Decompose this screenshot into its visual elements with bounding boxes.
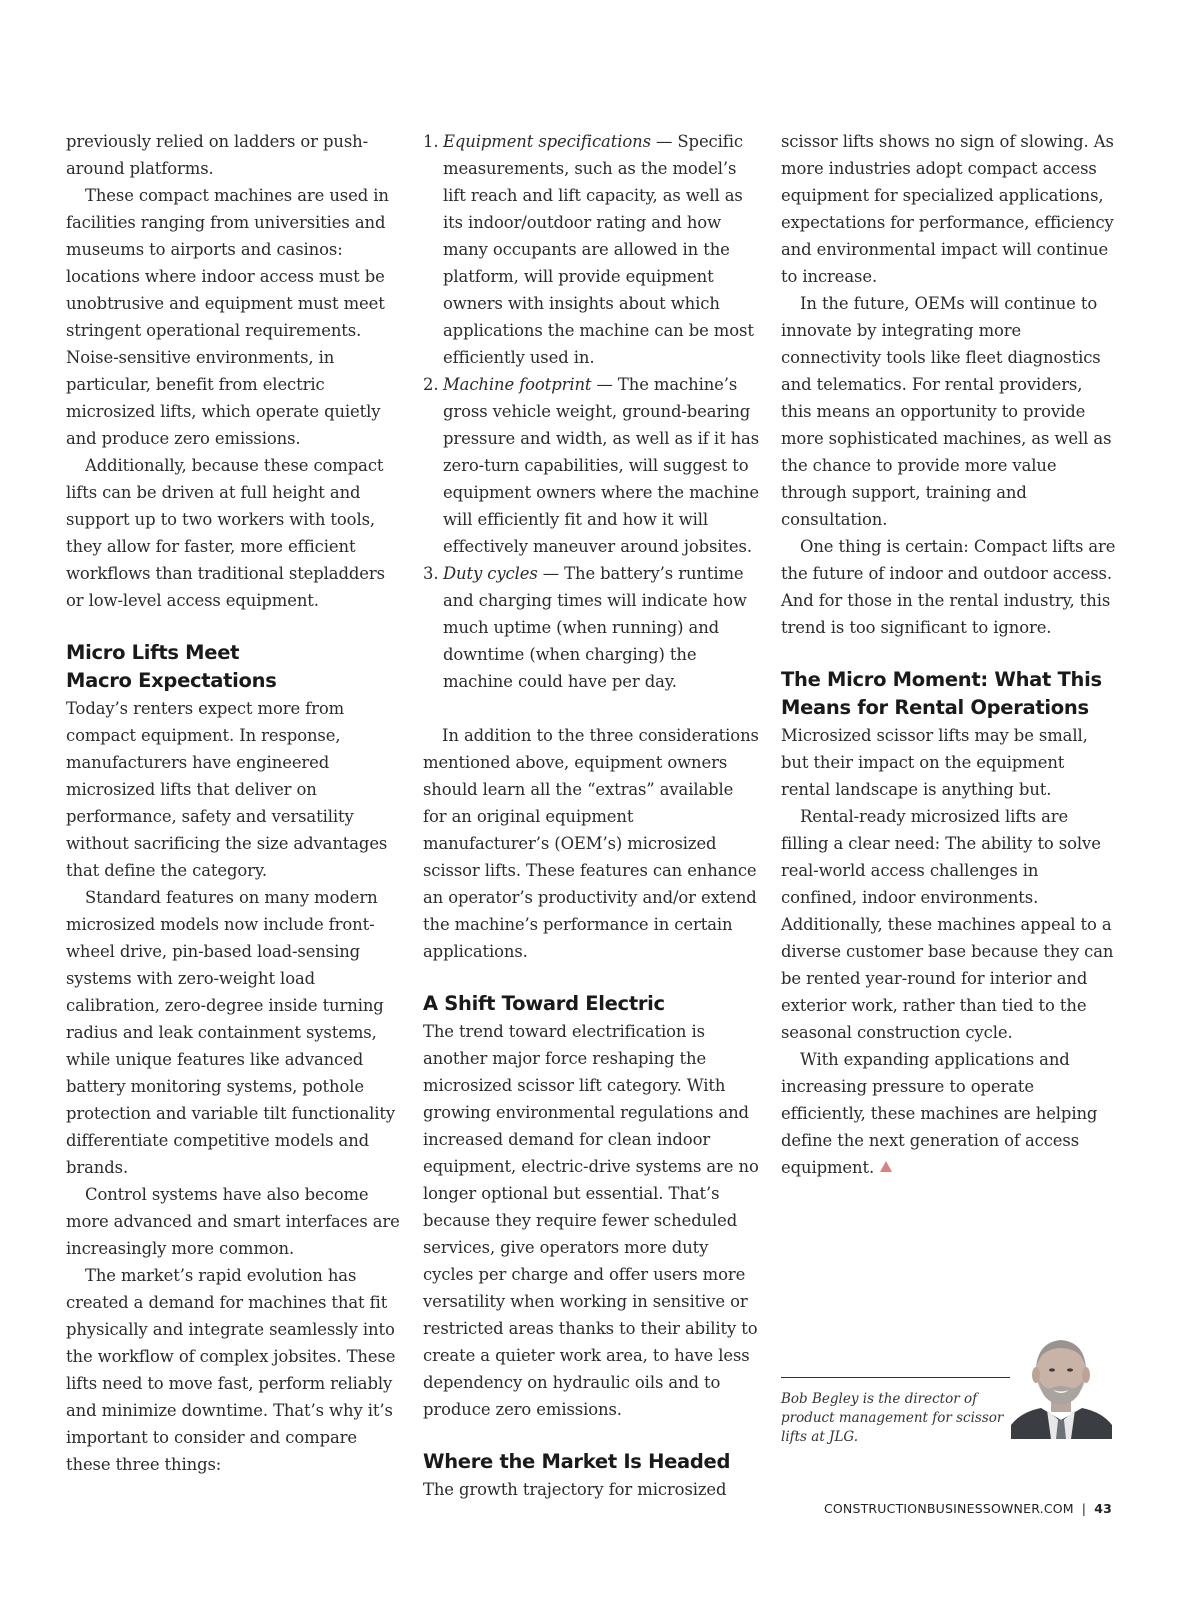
section-heading-market-headed: Where the Market Is Headed [423, 1450, 731, 1473]
paragraph: The market’s rapid evolution has created a demand for machines that fit physically and integrate seamlessly into the workflow of complex jobsites. These lifts need to move fast, perform reliably and minimize downtime. That’s why it’s important to consider and compare these three things: [66, 1266, 396, 1474]
paragraph: The growth trajectory for microsized [423, 1480, 727, 1499]
heading-line: The Micro Moment: What This [781, 668, 1102, 691]
list-term: Equipment specifications [443, 132, 651, 151]
paragraph: The trend toward electrification is another major force reshaping the microsized scissor lift category. With growing environmental regulations and increased demand for clean indoor equipment, electric-drive systems are no longer optional but essential. That’s because they require fewer scheduled services, give operators more duty cycles per charge and offer users more versatility when working in sensitive or restricted areas thanks to their ability to create a quieter work area, to have less dependency on hydraulic oils and to produce zero emissions. [423, 1022, 759, 1419]
list-number: 1. [423, 132, 439, 151]
paragraph: One thing is certain: Compact lifts are the future of indoor and outdoor access. And for those in the rental industry, this trend is too significant to ignore. [781, 537, 1116, 637]
paragraph: Today’s renters expect more from compact equipment. In response, manufacturers have engineered microsized lifts that deliver on performance, safety and versatility without sacrificing the size advantages that define the category. [66, 699, 388, 880]
paragraph: Additionally, because these compact lifts can be driven at full height and support up to two workers with tools, they allow for faster, more efficient workflows than traditional stepladders or low-level access equipment. [66, 456, 385, 610]
paragraph: These compact machines are used in facilities ranging from universities and museums to airports and casinos: locations where indoor access must be unobtrusive and equipment must meet stringent operational requirements. Noise-sensitive environments, in particular, benefit from electric microsized lifts, which operate quietly and produce zero emissions. [66, 186, 389, 448]
heading-line: Macro Expectations [66, 669, 277, 692]
list-term: Duty cycles [443, 564, 538, 583]
page-footer [824, 1501, 1112, 1516]
page-number: 43 [1094, 1501, 1112, 1516]
list-item [423, 371, 761, 560]
paragraph-text: With expanding applications and increasing pressure to operate efficiently, these machines are helping define the next generation of access equipment. [781, 1050, 1098, 1177]
considerations-list [423, 128, 761, 695]
author-photo [1011, 1330, 1112, 1439]
list-text: — The machine’s gross vehicle weight, ground-bearing pressure and width, as well as if it has zero-turn capabilities, will suggest to equipment owners where the machine will efficiently fit and how it will effectively maneuver around jobsites. [443, 375, 760, 556]
column-2 [423, 128, 761, 1503]
section-heading-micro-moment [781, 666, 1116, 722]
author-bio: Bob Begley is the director of product management for scissor lifts at JLG. [781, 1391, 1004, 1445]
list-number: 3. [423, 564, 439, 583]
section-heading-shift-electric: A Shift Toward Electric [423, 992, 665, 1015]
list-term: Machine footprint [443, 375, 592, 394]
author-portrait-icon [1011, 1330, 1112, 1439]
paragraph: In the future, OEMs will continue to innovate by integrating more connectivity tools like fleet diagnostics and telematics. For rental providers, this means an opportunity to provide more sophisticated machines, as well as the chance to provide more value through support, training and consultation. [781, 294, 1112, 529]
column-3 [781, 128, 1116, 1181]
footer-separator: | [1081, 1501, 1087, 1516]
paragraph: Control systems have also become more advanced and smart interfaces are increasingly more common. [66, 1185, 400, 1258]
paragraph: previously relied on ladders or push-around platforms. [66, 132, 369, 178]
end-of-article-triangle-icon [880, 1161, 892, 1172]
section-heading-micro-lifts [66, 639, 406, 695]
paragraph: In addition to the three considerations mentioned above, equipment owners should learn all the “extras” available for an original equipment manufacturer’s (OEM’s) microsized scissor lifts. These features can enhance an operator’s productivity and/or extend the machine’s performance in certain applications. [423, 726, 759, 961]
list-item [423, 128, 761, 371]
paragraph: Microsized scissor lifts may be small, but their impact on the equipment rental landscape is anything but. [781, 726, 1088, 799]
paragraph [781, 1046, 1116, 1181]
list-text: — Specific measurements, such as the model’s lift reach and lift capacity, as well as its indoor/outdoor rating and how many occupants are allowed in the platform, will provide equipment owners with insights about which applications the machine can be most efficiently used in. [443, 132, 754, 367]
heading-line: Means for Rental Operations [781, 696, 1089, 719]
bio-divider [781, 1377, 1010, 1378]
column-1 [66, 128, 406, 1478]
list-number: 2. [423, 375, 439, 394]
paragraph: Standard features on many modern microsized models now include front-wheel drive, pin-based load-sensing systems with zero-weight load calibration, zero-degree inside turning radius and leak containment systems, while unique features like advanced battery monitoring systems, pothole protection and variable tilt functionality differentiate competitive models and brands. [66, 888, 396, 1177]
list-item [423, 560, 761, 695]
paragraph: Rental-ready microsized lifts are filling a clear need: The ability to solve real-world access challenges in confined, indoor environments. Additionally, these machines appeal to a diverse customer base because they can be rented year-round for interior and exterior work, rather than tied to the seasonal construction cycle. [781, 807, 1114, 1042]
paragraph: scissor lifts shows no sign of slowing. As more industries adopt compact access equipment for specialized applications, expectations for performance, efficiency and environmental impact will continue to increase. [781, 132, 1114, 286]
footer-site: CONSTRUCTIONBUSINESSOWNER.COM [823, 1501, 1074, 1516]
heading-line: Micro Lifts Meet [66, 641, 240, 664]
list-text: — The battery’s runtime and charging times will indicate how much uptime (when running) and downtime (when charging) the machine could have per day. [443, 564, 747, 691]
